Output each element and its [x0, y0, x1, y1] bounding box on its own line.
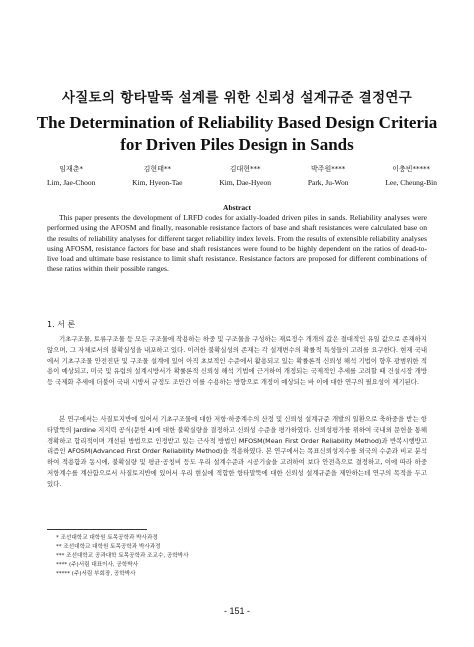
- author-name-en: Lim, Jae-Choon: [47, 178, 96, 187]
- footnote-divider: [47, 529, 147, 530]
- author-3: [219, 164, 271, 187]
- author-5: [385, 164, 437, 187]
- author-4: [308, 164, 349, 187]
- footnotes: [56, 534, 356, 579]
- section-heading: 1. 서 론: [47, 320, 76, 329]
- footnote: * 조선대학교 대학원 토목공학과 박사과정: [56, 535, 158, 541]
- author-name-ko: 이충빈*****: [392, 165, 431, 173]
- footnote: *** 조선대학교 공과대학 토목공학과 조교수, 공학박사: [56, 552, 189, 559]
- author-1: [47, 164, 95, 187]
- page-number: - 151 -: [223, 606, 250, 616]
- author-name-ko: 임재춘*: [59, 165, 84, 173]
- abstract-text: This paper presents the development of LRFD codes for axially-loaded driven piles in sands. Reliability analyses were performed using the AFOSM and finally, reasonable resistance factors of base and shaft resistances were calculated base on the results of reliability analyses for different target reliability index levels. From the results of extensible reliability analyses using AFOSM, resistance factors for base and shaft resistances were found to be highly dependent on the ratios of dead-to-live load and ultimate base resistance to limit shaft resistance. Resistance factors are proposed for different combinations of these ratios within their possible ranges.: [47, 213, 427, 274]
- author-name-ko: 김대현***: [229, 165, 261, 173]
- author-name-en: Park, Ju-Won: [307, 178, 349, 187]
- author-name-en: Kim, Dae-Hyeon: [219, 178, 271, 187]
- body-paragraph-1: 기초구조물, 토류구조물 등 모든 구조물에 작용하는 하중 및 구조물을 구성하는 재료정수 개개의 값은 절대적인 유일 값으로 존재하지 않으며, 그 자체로서의 불확실성을 내포하고 있다. 이러한 불확실성의 존재는 각 설계변수의 확률적 특성들의 고려를 요구한다. 현재 국내에서 기초구조물 안전진단 및 구조물 설계에 있어 아직 초보적인 수준에서 활용되고 있는 확률론적 신뢰성 해석 기법이 향후 광범위한 적용이 예상되고, 미국 및 유럽의 설계시방서가 확률론적 신뢰성 해석 기법에 근거하여 개정되는 국제적인 추세를 고려할 때 건설시장 개방 등 국제화 추세에 더불어 국내 시방서 규정도 조만간 이를 수용하는 방향으로 개정이 예상되는 바 이에 대한 연구의 필요성이 제기된다.: [47, 335, 427, 387]
- body-paragraph-2: 본 연구에서는 사질토지반에 있어서 기초구조물에 대한 저항·하중계수의 산정 및 신뢰성 설계규준 개발의 일환으로 축하중을 받는 항타말뚝의 Jardine 지지력 공식(문헌 4)에 대한 불확실량을 결정하고 신뢰성 수준을 평가하였다. 신뢰성평가를 위하여 국내외 문헌을 통해 경확하고 합리적이며 개선된 방법으로 인정받고 있는 근사적 방법인 MFOSM(Mean First Order Reliability Method)과 반복시행방고리즘인 AFOSM(Advanced First Order Reliability Method)을 적용하였다. 본 연구에서는 목표신뢰성지수를 외국의 수준과 비교 분석하여 적용함과 동시에, 불확실량 및 평균·공칭비 등도 우리 설계수준과 시공기술을 고려하여 보다 안전측으로 결정하고, 이에 따라 하중 저항계수를 계산함으로서 사질토지반에 있어서 우리 현실에 적합한 항타말뚝에 대한 신뢰성 설계규준을 제안하는데 연구의 목적을 두고 있다.: [47, 415, 427, 488]
- footnote: ** 조선대학교 대학원 토목공학과 박사과정: [56, 543, 161, 550]
- author-name-en: Lee, Cheung-Bin: [385, 178, 437, 187]
- english-title: The Determination of Reliability Based Design Criteria for Driven Piles Design in Sands: [36, 113, 438, 154]
- abstract-heading: Abstract: [223, 203, 251, 212]
- author-2: [132, 164, 182, 187]
- author-name-ko: 김현태**: [143, 165, 171, 173]
- korean-title: 사질토의 항타말뚝 설계를 위한 신뢰성 설계규준 결정연구: [61, 90, 413, 106]
- author-list: [47, 164, 437, 187]
- author-name-ko: 박주원****: [310, 165, 346, 173]
- footnote: ***** (주)서림 부회장, 공학박사: [56, 570, 136, 577]
- author-name-en: Kim, Hyeon-Tae: [132, 178, 183, 187]
- footnote: **** (주)서림 대표이사, 공학박사: [56, 561, 139, 568]
